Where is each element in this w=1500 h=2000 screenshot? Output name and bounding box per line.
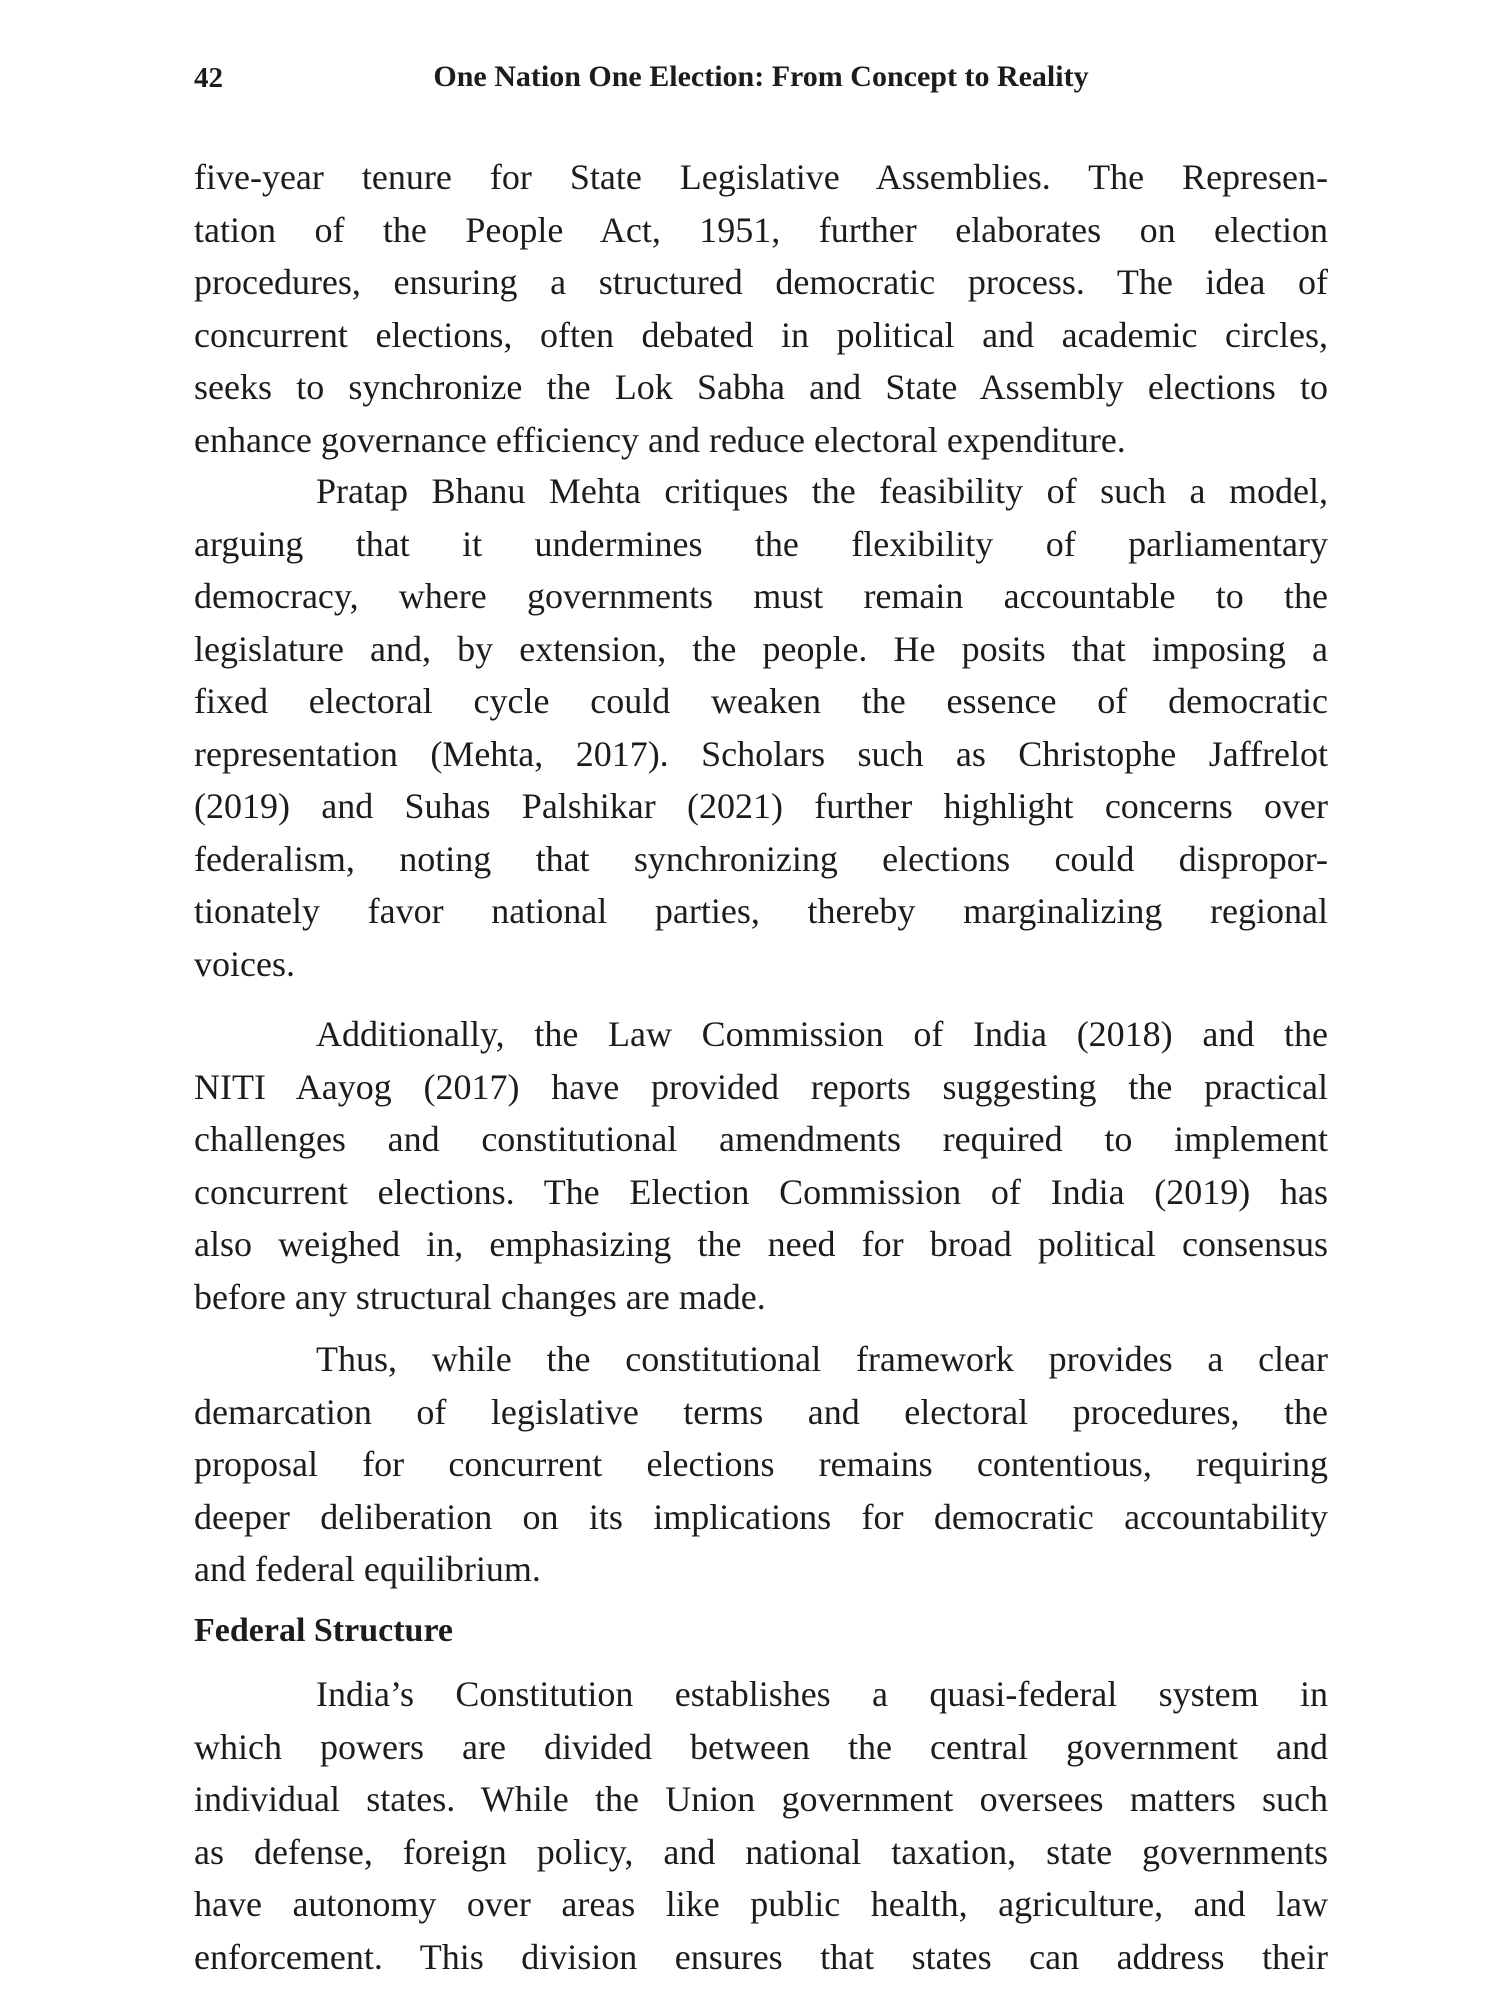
text-line: also weighed in, emphasizing the need for broad political consensus [194,1224,1328,1264]
text-line: proposal for concurrent elections remains contentious, requiring [194,1444,1328,1484]
text-line: have autonomy over areas like public health, agriculture, and law [194,1884,1328,1924]
text-line: tation of the People Act, 1951, further elaborates on election [194,209,1328,250]
text-line: concurrent elections. The Election Commission of India (2019) has [194,1171,1328,1212]
text-line: five-year tenure for State Legislative Assemblies. The Represen- [194,157,1328,197]
text-line: and federal equilibrium. [194,1549,541,1589]
text-line: fixed electoral cycle could weaken the essence of democratic [194,681,1328,721]
paragraph-1 [194,151,1328,466]
text-line: as defense, foreign policy, and national taxation, state governments [194,1831,1328,1872]
text-line: India’s Constitution establishes a quasi-federal system in [316,1674,1328,1714]
paragraph-4 [194,1333,1328,1596]
text-line: individual states. While the Union government oversees matters such [194,1779,1328,1819]
text-line: Thus, while the constitutional framework provides a clear [316,1339,1328,1379]
text-line: demarcation of legislative terms and electoral procedures, the [194,1391,1328,1432]
text-line: arguing that it undermines the flexibility of parliamentary [194,523,1328,564]
text-line: Additionally, the Law Commission of India (2018) and the [316,1014,1328,1054]
text-line: (2019) and Suhas Palshikar (2021) further highlight concerns over [194,786,1328,826]
text-line: seeks to synchronize the Lok Sabha and State Assembly elections to [194,367,1328,407]
text-line: tionately favor national parties, thereby marginalizing regional [194,891,1328,931]
text-line: Pratap Bhanu Mehta critiques the feasibility of such a model, [316,471,1328,511]
text-line: enforcement. This division ensures that states can address their [194,1936,1328,1977]
section-paragraph [194,1668,1328,1983]
paragraph-2 [194,465,1328,990]
text-line: challenges and constitutional amendments required to implement [194,1119,1328,1159]
text-line: procedures, ensuring a structured democratic process. The idea of [194,262,1328,302]
text-line: deeper deliberation on its implications for democratic accountability [194,1496,1328,1537]
text-line: enhance governance efficiency and reduce electoral expenditure. [194,419,1126,460]
text-line: NITI Aayog (2017) have provided reports suggesting the practical [194,1066,1328,1107]
text-line: concurrent elections, often debated in political and academic circles, [194,314,1328,355]
text-line: representation (Mehta, 2017). Scholars such as Christophe Jaffrelot [194,733,1328,774]
paragraph-3 [194,1008,1328,1323]
text-line: democracy, where governments must remain accountable to the [194,576,1328,616]
text-line: legislature and, by extension, the people. He posits that imposing a [194,628,1328,669]
section-heading: Federal Structure [194,1612,454,1649]
text-line: voices. [194,943,295,984]
text-line: before any structural changes are made. [194,1276,766,1317]
running-title: One Nation One Election: From Concept to Reality [433,60,1089,93]
page-number: 42 [194,62,223,94]
text-line: which powers are divided between the central government and [194,1726,1328,1767]
text-line: federalism, noting that synchronizing elections could dispropor- [194,838,1328,879]
